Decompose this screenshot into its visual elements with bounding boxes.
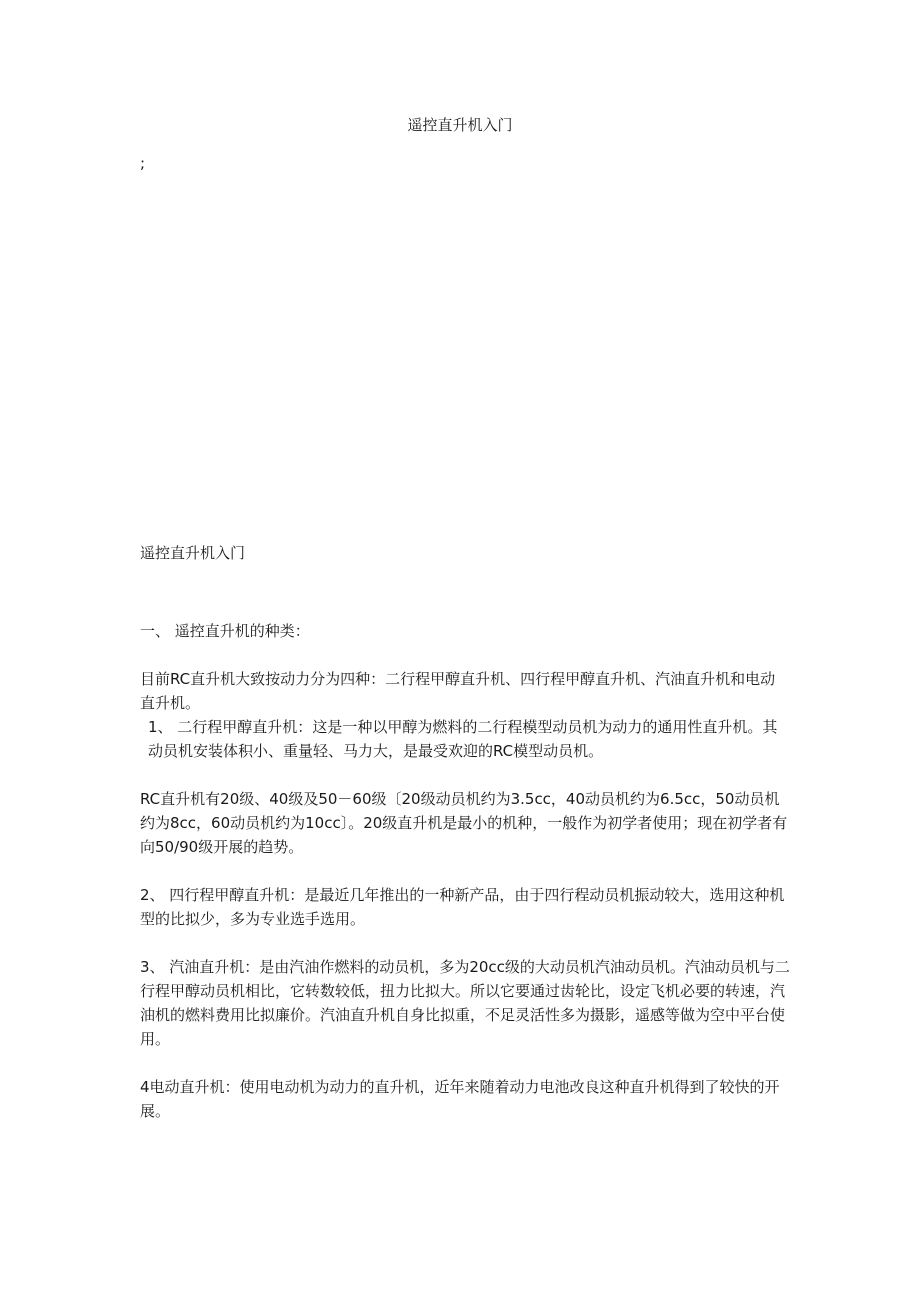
section-title: 遥控直升机入门 [140,544,246,562]
item-gasoline: 3、 汽油直升机：是由汽油作燃料的动员机，多为20cc级的大动员机汽油动员机。汽油动员机与二行程甲醇动员机相比，它转数较低，扭力比拟大。所以它要通过齿轮比，设定飞机必要的转速，汽油机的燃料费用比拟廉价。汽油直升机自身比拟重，不足灵活性多为摄影，遥感等做为空中平台使用。 [140,958,790,1048]
item-two-stroke-detail: RC直升机有20级、40级及50－60级〔20级动员机约为3.5cc，40动员机约为6.5cc，50动员机约为8cc，60动员机约为10cc〕。20级直升机是最小的机种，一般作为初学者使用；现在初学者有向50/90级开展的趋势。 [140,790,788,856]
stray-semicolon: ; [140,154,146,172]
document-title: 遥控直升机入门 [407,116,513,134]
section-heading: 一、 遥控直升机的种类： [140,622,310,640]
item-four-stroke-methanol: 2、 四行程甲醇直升机：是最近几年推出的一种新产品，由于四行程动员机振动较大，选用这种机型的比拟少，多为专业选手选用。 [140,886,785,928]
item-electric: 4电动直升机：使用电动机为动力的直升机，近年来随着动力电池改良这种直升机得到了较快的开展。 [140,1078,780,1120]
intro-paragraph: 目前RC直升机大致按动力分为四种：二行程甲醇直升机、四行程甲醇直升机、汽油直升机和电动直升机。 [140,670,776,712]
document-body [140,541,790,1123]
item-two-stroke-methanol: 1、 二行程甲醇直升机：这是一种以甲醇为燃料的二行程模型动员机为动力的通用性直升机。其动员机安装体积小、重量轻、马力大，是最受欢迎的RC模型动员机。 [148,718,778,760]
